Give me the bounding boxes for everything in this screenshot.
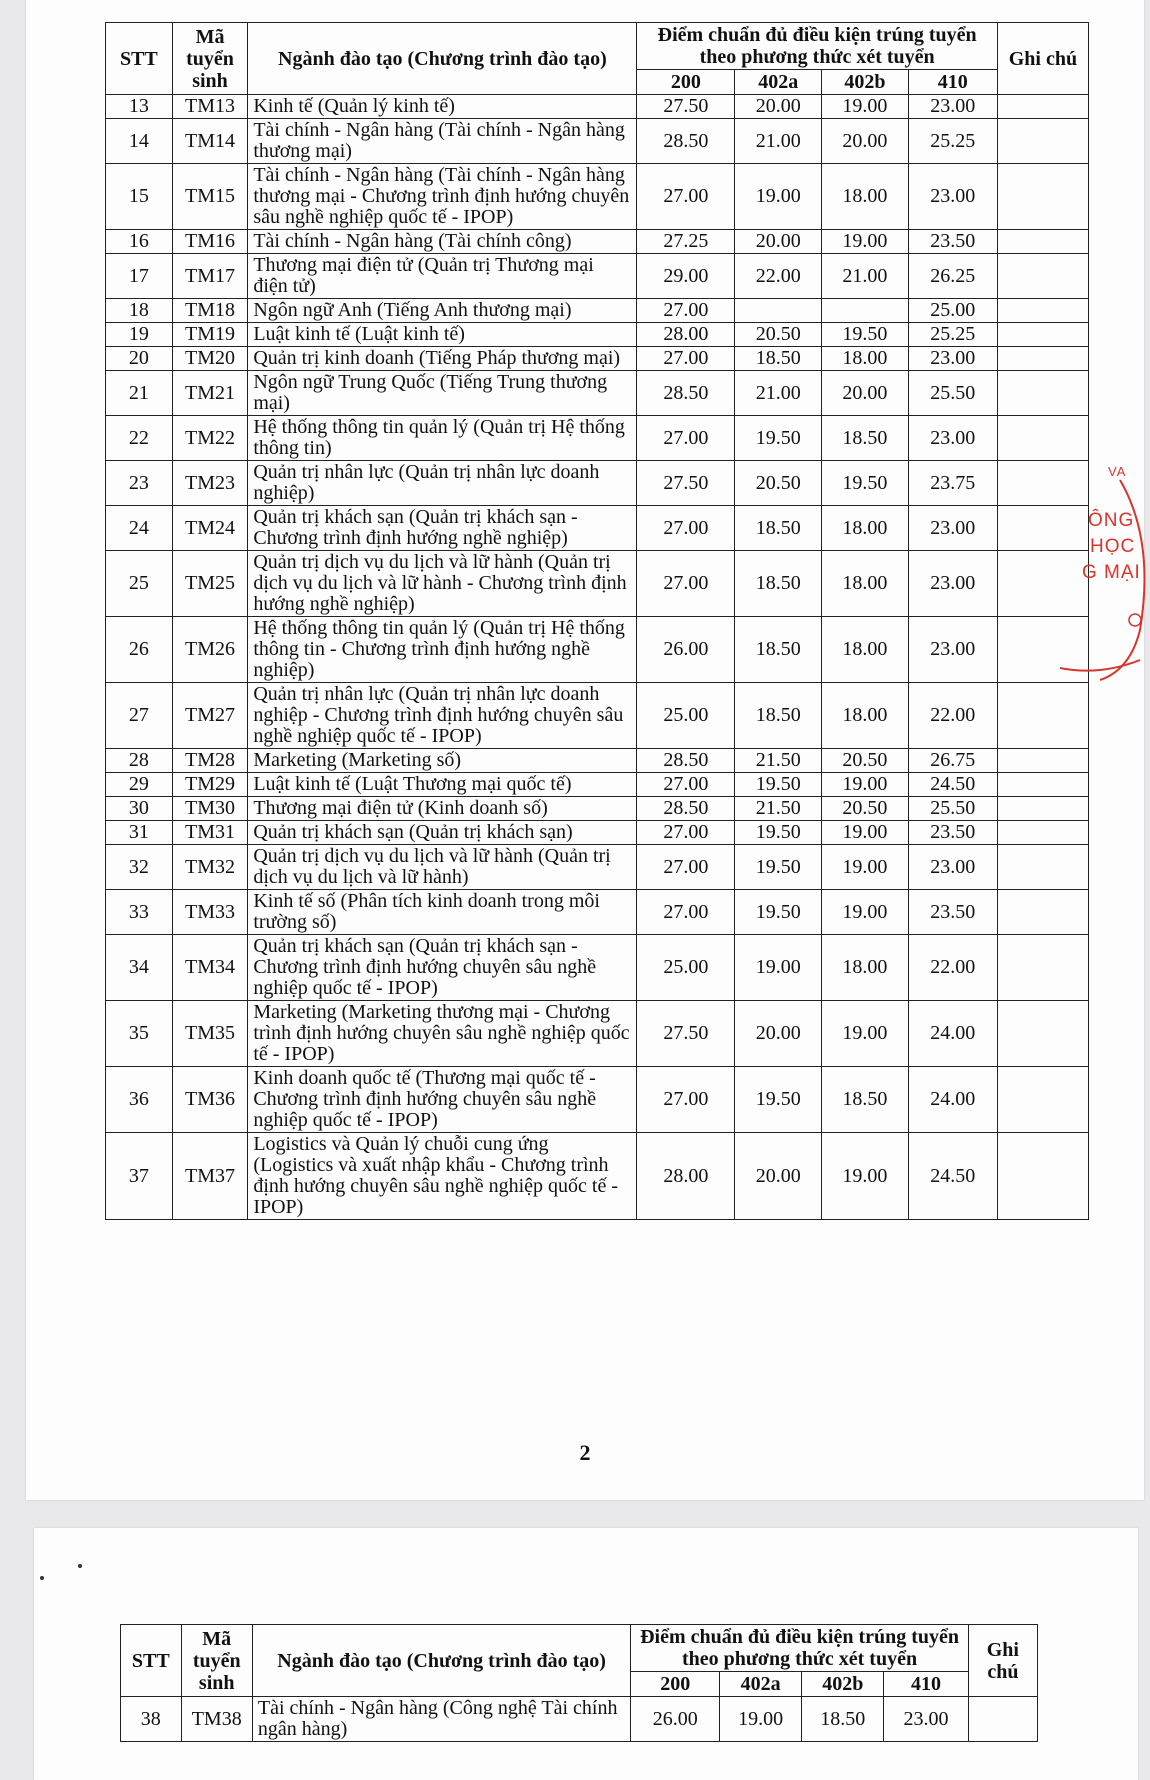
cell-nganh-dao-tao: Tài chính - Ngân hàng (Tài chính - Ngân hàng thương mại - Chương trình định hướng chuyên sâu nghề nghiệp quốc tế - IPOP): [248, 164, 637, 230]
table-row: [106, 254, 1089, 299]
cell-score-410: 23.75: [908, 461, 997, 506]
cell-score-402b: 18.00: [822, 347, 909, 371]
cell-score-410: 25.25: [908, 119, 997, 164]
cell-nganh-dao-tao: Luật kinh tế (Luật Thương mại quốc tế): [248, 773, 637, 797]
cell-score-402b: 18.00: [822, 164, 909, 230]
cell-score-402a: 18.50: [735, 617, 822, 683]
cell-score-402a: 21.00: [735, 371, 822, 416]
cell-score-410: 23.00: [908, 164, 997, 230]
cell-ghi-chu: [997, 230, 1088, 254]
cell-ghi-chu: [997, 119, 1088, 164]
cell-score-402a: 21.50: [735, 749, 822, 773]
cell-ghi-chu: [997, 323, 1088, 347]
cell-score-402b: 18.00: [822, 935, 909, 1001]
cell-nganh-dao-tao: Quản trị nhân lực (Quản trị nhân lực doanh nghiệp): [248, 461, 637, 506]
table-row: [106, 617, 1089, 683]
header-diem-chuan: Điểm chuẩn đủ điều kiện trúng tuyển theo phương thức xét tuyển: [637, 23, 997, 70]
cell-nganh-dao-tao: Thương mại điện tử (Quản trị Thương mại điện tử): [248, 254, 637, 299]
cell-score-200: 27.00: [637, 299, 735, 323]
cell-score-402a: 20.00: [735, 230, 822, 254]
document-page-2: [34, 1528, 1138, 1780]
cell-ghi-chu: [997, 797, 1088, 821]
scan-speck: [40, 1576, 44, 1580]
cell-stt: 17: [106, 254, 173, 299]
cell-stt: 13: [106, 95, 173, 119]
cell-score-410: 23.00: [908, 95, 997, 119]
cell-score-410: 24.00: [908, 1001, 997, 1067]
cell-stt: 15: [106, 164, 173, 230]
cell-ma-tuyen-sinh: TM18: [172, 299, 248, 323]
cell-score-410: 22.00: [908, 683, 997, 749]
cell-nganh-dao-tao: Quản trị dịch vụ du lịch và lữ hành (Quản trị dịch vụ du lịch và lữ hành - Chương trình định hướng nghề nghiệp): [248, 551, 637, 617]
table-header: [106, 23, 1089, 95]
stamp-text-4: G MẠI: [1082, 562, 1141, 583]
cell-score-402b: 20.50: [822, 749, 909, 773]
cell-score-402b: 18.00: [822, 683, 909, 749]
cell-stt: 38: [121, 1697, 182, 1742]
cell-score-410: 23.50: [908, 230, 997, 254]
table-row: [106, 683, 1089, 749]
cell-score-402b: 19.00: [822, 230, 909, 254]
cell-score-410: 23.00: [908, 617, 997, 683]
header-ma-tuyen-sinh: Mã tuyển sinh: [172, 23, 248, 95]
cell-nganh-dao-tao: Thương mại điện tử (Kinh doanh số): [248, 797, 637, 821]
stamp-text-3: HỌC: [1090, 536, 1136, 557]
cell-nganh-dao-tao: Kinh doanh quốc tế (Thương mại quốc tế - Chương trình định hướng chuyên sâu nghề nghiệp quốc tế - IPOP): [248, 1067, 637, 1133]
cell-score-200: 27.50: [637, 95, 735, 119]
cell-nganh-dao-tao: Quản trị khách sạn (Quản trị khách sạn): [248, 821, 637, 845]
header-method-410: 410: [884, 1672, 968, 1697]
cell-nganh-dao-tao: Marketing (Marketing thương mại - Chương trình định hướng chuyên sâu nghề nghiệp quốc tế - IPOP): [248, 1001, 637, 1067]
cell-score-402b: 19.00: [822, 890, 909, 935]
cell-score-200: 27.00: [637, 773, 735, 797]
cell-ma-tuyen-sinh: TM17: [172, 254, 248, 299]
cell-ma-tuyen-sinh: TM34: [172, 935, 248, 1001]
cell-score-402b: 18.50: [822, 1067, 909, 1133]
cell-ghi-chu: [997, 749, 1088, 773]
cell-score-200: 26.00: [631, 1697, 720, 1742]
cell-stt: 21: [106, 371, 173, 416]
header-ma-tuyen-sinh: Mã tuyển sinh: [181, 1625, 252, 1697]
table-row: [106, 797, 1089, 821]
cell-score-402a: 18.50: [735, 551, 822, 617]
cell-nganh-dao-tao: Kinh tế (Quản lý kinh tế): [248, 95, 637, 119]
cell-ghi-chu: [997, 1001, 1088, 1067]
cell-ma-tuyen-sinh: TM27: [172, 683, 248, 749]
cell-ghi-chu: [997, 254, 1088, 299]
table-row: [106, 347, 1089, 371]
cell-ma-tuyen-sinh: TM20: [172, 347, 248, 371]
cell-nganh-dao-tao: Ngôn ngữ Anh (Tiếng Anh thương mại): [248, 299, 637, 323]
cell-score-200: 27.00: [637, 821, 735, 845]
cell-score-200: 27.00: [637, 506, 735, 551]
header-method-402a: 402a: [735, 70, 822, 95]
table-row: [106, 749, 1089, 773]
cell-score-410: 24.50: [908, 1133, 997, 1220]
cell-ma-tuyen-sinh: TM25: [172, 551, 248, 617]
table-row: [106, 845, 1089, 890]
table-row: [106, 95, 1089, 119]
cell-nganh-dao-tao: Quản trị nhân lực (Quản trị nhân lực doanh nghiệp - Chương trình định hướng chuyên sâu nghề nghiệp quốc tế - IPOP): [248, 683, 637, 749]
table-row: [106, 1067, 1089, 1133]
cell-score-402b: 20.50: [822, 797, 909, 821]
cell-nganh-dao-tao: Ngôn ngữ Trung Quốc (Tiếng Trung thương mại): [248, 371, 637, 416]
cell-score-402b: 21.00: [822, 254, 909, 299]
cell-ma-tuyen-sinh: TM32: [172, 845, 248, 890]
cell-score-410: 23.00: [908, 845, 997, 890]
cell-ma-tuyen-sinh: TM21: [172, 371, 248, 416]
cell-ghi-chu: [968, 1697, 1037, 1742]
cell-ma-tuyen-sinh: TM38: [181, 1697, 252, 1742]
table-row: [106, 119, 1089, 164]
cell-score-200: 27.00: [637, 845, 735, 890]
cell-ghi-chu: [997, 821, 1088, 845]
cell-score-410: 23.00: [908, 551, 997, 617]
cell-score-402b: [822, 299, 909, 323]
cell-score-402a: [735, 299, 822, 323]
cell-ma-tuyen-sinh: TM30: [172, 797, 248, 821]
table-row: [121, 1697, 1038, 1742]
table-row: [106, 230, 1089, 254]
cell-score-410: 22.00: [908, 935, 997, 1001]
cell-stt: 14: [106, 119, 173, 164]
cell-nganh-dao-tao: Hệ thống thông tin quản lý (Quản trị Hệ thống thông tin - Chương trình định hướng nghề nghiệp): [248, 617, 637, 683]
cell-nganh-dao-tao: Quản trị dịch vụ du lịch và lữ hành (Quản trị dịch vụ du lịch và lữ hành): [248, 845, 637, 890]
header-ghi-chu: Ghi chú: [968, 1625, 1037, 1697]
header-nganh-dao-tao: Ngành đào tạo (Chương trình đào tạo): [248, 23, 637, 95]
header-method-200: 200: [637, 70, 735, 95]
cell-score-410: 23.50: [908, 890, 997, 935]
cell-stt: 27: [106, 683, 173, 749]
cell-score-200: 27.50: [637, 461, 735, 506]
cell-ghi-chu: [997, 164, 1088, 230]
cell-score-402a: 19.50: [735, 845, 822, 890]
cell-score-402b: 19.50: [822, 461, 909, 506]
cell-ma-tuyen-sinh: TM26: [172, 617, 248, 683]
cell-score-200: 27.00: [637, 890, 735, 935]
table-row: [106, 323, 1089, 347]
cell-score-402a: 20.00: [735, 1133, 822, 1220]
cell-stt: 29: [106, 773, 173, 797]
cell-score-402b: 19.00: [822, 773, 909, 797]
table-row: [106, 890, 1089, 935]
cell-ghi-chu: [997, 416, 1088, 461]
cell-score-402a: 21.50: [735, 797, 822, 821]
header-method-410: 410: [908, 70, 997, 95]
cell-stt: 19: [106, 323, 173, 347]
cell-score-402a: 18.50: [735, 506, 822, 551]
cell-stt: 34: [106, 935, 173, 1001]
cell-stt: 28: [106, 749, 173, 773]
header-stt: STT: [106, 23, 173, 95]
cell-stt: 36: [106, 1067, 173, 1133]
cell-score-402a: 20.00: [735, 1001, 822, 1067]
cell-score-410: 23.00: [908, 506, 997, 551]
cell-nganh-dao-tao: Tài chính - Ngân hàng (Công nghệ Tài chính ngân hàng): [252, 1697, 630, 1742]
cell-ghi-chu: [997, 95, 1088, 119]
cell-score-410: 23.00: [884, 1697, 968, 1742]
cell-stt: 25: [106, 551, 173, 617]
cell-score-402a: 19.50: [735, 821, 822, 845]
table-body: [106, 95, 1089, 1220]
scan-speck: [78, 1564, 82, 1568]
table-row: [106, 506, 1089, 551]
header-ghi-chu: Ghi chú: [997, 23, 1088, 95]
cell-score-200: 28.50: [637, 119, 735, 164]
cell-stt: 22: [106, 416, 173, 461]
cell-stt: 37: [106, 1133, 173, 1220]
header-nganh-dao-tao: Ngành đào tạo (Chương trình đào tạo): [252, 1625, 630, 1697]
page-number: 2: [579, 1440, 591, 1465]
cell-nganh-dao-tao: Logistics và Quản lý chuỗi cung ứng (Logistics và xuất nhập khẩu - Chương trình định hướng chuyên sâu nghề nghiệp quốc tế - IPOP): [248, 1133, 637, 1220]
table-row: [106, 371, 1089, 416]
cell-stt: 16: [106, 230, 173, 254]
cell-nganh-dao-tao: Marketing (Marketing số): [248, 749, 637, 773]
header-diem-chuan: Điểm chuẩn đủ điều kiện trúng tuyển theo phương thức xét tuyển: [631, 1625, 968, 1672]
cell-ma-tuyen-sinh: TM13: [172, 95, 248, 119]
table-row: [106, 1001, 1089, 1067]
header-method-402a: 402a: [720, 1672, 802, 1697]
cell-score-410: 23.50: [908, 821, 997, 845]
red-seal-stamp: [1060, 464, 1150, 690]
table-row: [106, 299, 1089, 323]
cell-score-200: 26.00: [637, 617, 735, 683]
cell-ghi-chu: [997, 1067, 1088, 1133]
cell-nganh-dao-tao: Quản trị khách sạn (Quản trị khách sạn - Chương trình định hướng nghề nghiệp): [248, 506, 637, 551]
table-row: [106, 461, 1089, 506]
cell-score-402b: 19.00: [822, 1133, 909, 1220]
cell-nganh-dao-tao: Tài chính - Ngân hàng (Tài chính - Ngân hàng thương mại): [248, 119, 637, 164]
cell-score-200: 27.00: [637, 347, 735, 371]
cell-score-402a: 19.00: [720, 1697, 802, 1742]
table-row: [106, 935, 1089, 1001]
cell-score-410: 23.00: [908, 416, 997, 461]
cell-score-402b: 18.50: [802, 1697, 884, 1742]
cell-score-402a: 19.00: [735, 164, 822, 230]
cell-stt: 35: [106, 1001, 173, 1067]
cell-ghi-chu: [997, 683, 1088, 749]
cell-ma-tuyen-sinh: TM23: [172, 461, 248, 506]
cell-ma-tuyen-sinh: TM14: [172, 119, 248, 164]
header-method-200: 200: [631, 1672, 720, 1697]
cell-ma-tuyen-sinh: TM37: [172, 1133, 248, 1220]
cell-ma-tuyen-sinh: TM15: [172, 164, 248, 230]
cell-ghi-chu: [997, 371, 1088, 416]
header-method-402b: 402b: [822, 70, 909, 95]
cell-score-200: 28.00: [637, 1133, 735, 1220]
cell-score-200: 27.00: [637, 164, 735, 230]
cell-score-200: 25.00: [637, 683, 735, 749]
table-row: [106, 416, 1089, 461]
cell-ghi-chu: [997, 1133, 1088, 1220]
cell-score-402a: 19.50: [735, 890, 822, 935]
table-row: [106, 773, 1089, 797]
cell-score-200: 28.50: [637, 371, 735, 416]
cell-score-402b: 20.00: [822, 119, 909, 164]
cell-score-402a: 21.00: [735, 119, 822, 164]
cell-score-402a: 19.50: [735, 1067, 822, 1133]
cell-score-200: 28.00: [637, 323, 735, 347]
cell-score-410: 24.00: [908, 1067, 997, 1133]
cell-stt: 32: [106, 845, 173, 890]
table-row: [106, 1133, 1089, 1220]
header-stt: STT: [121, 1625, 182, 1697]
cell-score-402a: 19.50: [735, 773, 822, 797]
cell-score-200: 27.00: [637, 551, 735, 617]
admission-score-table: [105, 22, 1089, 1220]
cell-ma-tuyen-sinh: TM36: [172, 1067, 248, 1133]
document-page-1: [26, 0, 1144, 1500]
table-header: [121, 1625, 1038, 1697]
cell-stt: 20: [106, 347, 173, 371]
cell-score-200: 27.50: [637, 1001, 735, 1067]
stamp-text-2: ÔNG: [1088, 510, 1135, 531]
cell-ghi-chu: [997, 299, 1088, 323]
cell-score-402a: 22.00: [735, 254, 822, 299]
cell-nganh-dao-tao: Quản trị kinh doanh (Tiếng Pháp thương mại): [248, 347, 637, 371]
cell-score-410: 25.00: [908, 299, 997, 323]
cell-score-402a: 20.50: [735, 323, 822, 347]
cell-ma-tuyen-sinh: TM24: [172, 506, 248, 551]
table-row: [106, 551, 1089, 617]
cell-ma-tuyen-sinh: TM31: [172, 821, 248, 845]
cell-stt: 18: [106, 299, 173, 323]
cell-score-402b: 18.50: [822, 416, 909, 461]
cell-score-410: 23.00: [908, 347, 997, 371]
cell-stt: 33: [106, 890, 173, 935]
admission-score-table-continued: [120, 1624, 1038, 1742]
cell-ma-tuyen-sinh: TM29: [172, 773, 248, 797]
cell-stt: 24: [106, 506, 173, 551]
cell-score-402a: 20.00: [735, 95, 822, 119]
cell-ma-tuyen-sinh: TM16: [172, 230, 248, 254]
cell-ghi-chu: [997, 845, 1088, 890]
cell-score-402a: 19.00: [735, 935, 822, 1001]
cell-score-402a: 20.50: [735, 461, 822, 506]
cell-nganh-dao-tao: Kinh tế số (Phân tích kinh doanh trong môi trường số): [248, 890, 637, 935]
cell-score-402a: 18.50: [735, 347, 822, 371]
table-row: [106, 821, 1089, 845]
cell-score-200: 28.50: [637, 749, 735, 773]
cell-ma-tuyen-sinh: TM33: [172, 890, 248, 935]
cell-nganh-dao-tao: Quản trị khách sạn (Quản trị khách sạn - Chương trình định hướng chuyên sâu nghề nghiệp quốc tế - IPOP): [248, 935, 637, 1001]
cell-ma-tuyen-sinh: TM35: [172, 1001, 248, 1067]
cell-score-402a: 19.50: [735, 416, 822, 461]
cell-score-402a: 18.50: [735, 683, 822, 749]
cell-score-402b: 19.00: [822, 845, 909, 890]
cell-nganh-dao-tao: Luật kinh tế (Luật kinh tế): [248, 323, 637, 347]
cell-stt: 26: [106, 617, 173, 683]
cell-score-402b: 18.00: [822, 617, 909, 683]
cell-score-402b: 19.00: [822, 95, 909, 119]
cell-score-410: 26.75: [908, 749, 997, 773]
cell-score-200: 25.00: [637, 935, 735, 1001]
cell-score-402b: 19.00: [822, 821, 909, 845]
cell-score-410: 25.50: [908, 797, 997, 821]
table-body: [121, 1697, 1038, 1742]
table-row: [106, 164, 1089, 230]
cell-score-410: 25.50: [908, 371, 997, 416]
cell-ghi-chu: [997, 773, 1088, 797]
cell-ghi-chu: [997, 890, 1088, 935]
stamp-text-1: VA: [1108, 464, 1127, 479]
cell-score-402b: 18.00: [822, 551, 909, 617]
cell-score-200: 27.00: [637, 1067, 735, 1133]
cell-ghi-chu: [997, 935, 1088, 1001]
cell-score-200: 27.00: [637, 416, 735, 461]
cell-score-402b: 18.00: [822, 506, 909, 551]
cell-score-200: 27.25: [637, 230, 735, 254]
cell-ma-tuyen-sinh: TM28: [172, 749, 248, 773]
cell-score-200: 28.50: [637, 797, 735, 821]
cell-score-402b: 19.50: [822, 323, 909, 347]
cell-stt: 30: [106, 797, 173, 821]
cell-score-410: 26.25: [908, 254, 997, 299]
cell-ghi-chu: [997, 347, 1088, 371]
cell-stt: 31: [106, 821, 173, 845]
cell-score-402b: 20.00: [822, 371, 909, 416]
cell-ma-tuyen-sinh: TM22: [172, 416, 248, 461]
cell-nganh-dao-tao: Hệ thống thông tin quản lý (Quản trị Hệ thống thông tin): [248, 416, 637, 461]
cell-score-410: 25.25: [908, 323, 997, 347]
cell-score-402b: 19.00: [822, 1001, 909, 1067]
cell-stt: 23: [106, 461, 173, 506]
header-method-402b: 402b: [802, 1672, 884, 1697]
cell-score-410: 24.50: [908, 773, 997, 797]
cell-ma-tuyen-sinh: TM19: [172, 323, 248, 347]
cell-nganh-dao-tao: Tài chính - Ngân hàng (Tài chính công): [248, 230, 637, 254]
cell-score-200: 29.00: [637, 254, 735, 299]
